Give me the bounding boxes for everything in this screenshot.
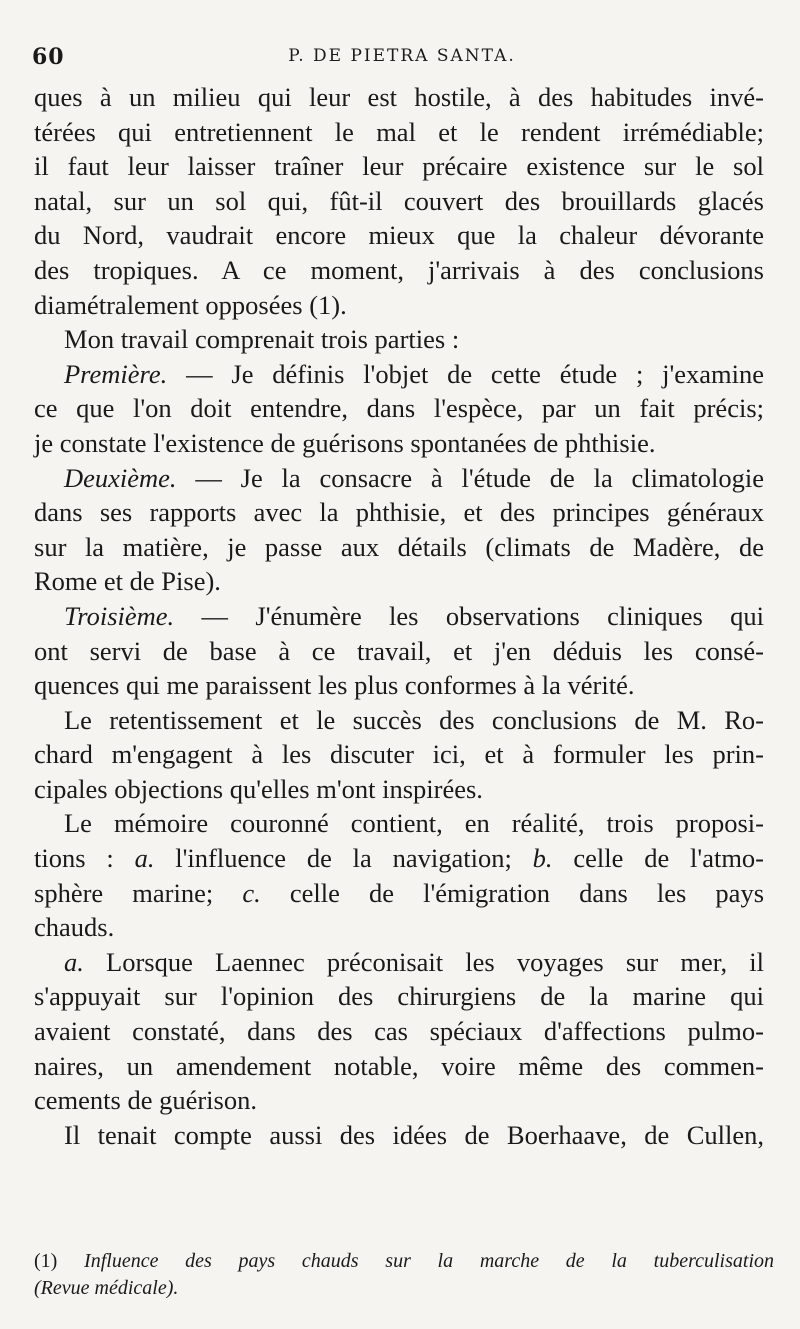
text-fragment: l'influence de la navigation; <box>175 843 512 874</box>
text-line: cipales objections qu'elles m'ont inspirées. <box>34 773 483 804</box>
text-line: térées qui entretiennent le mal et le rendent irrémédiable; <box>34 116 764 147</box>
text-line <box>34 599 764 634</box>
text-fragment: — Je la consacre à l'étude de la climatologie <box>195 462 764 493</box>
text-line: des tropiques. A ce moment, j'arrivais à des conclusions <box>34 254 764 285</box>
footnote-line <box>34 1248 774 1275</box>
text-line: ques à un milieu qui leur est hostile, à des habitudes invé- <box>34 82 764 112</box>
text-line: quences qui me paraissent les plus conformes à la vérité. <box>34 670 635 701</box>
item-marker-b: b. <box>532 843 553 874</box>
text-fragment: Lorsque Laennec préconisait les voyages sur mer, il <box>106 946 765 977</box>
text-fragment: celle de l'émigration dans les pays <box>289 877 765 908</box>
text-line: du Nord, vaudrait encore mieux que la chaleur dévorante <box>34 220 764 251</box>
page-header <box>32 40 772 80</box>
text-line: Le retentissement et le succès des conclusions de M. Ro- <box>64 704 764 735</box>
footnote-title: Influence des pays chauds sur la marche de la tuberculisation <box>84 1250 775 1272</box>
text-line: natal, sur un sol qui, fût-il couvert des brouillards glacés <box>34 185 764 216</box>
text-line: diamétralement opposées (1). <box>34 289 347 320</box>
item-marker-a: a. <box>134 843 155 874</box>
footnote-marker: (1) <box>34 1250 58 1272</box>
text-line: Mon travail comprenait trois parties : <box>64 324 460 355</box>
section-label-troisieme: Troisième. <box>64 600 175 631</box>
text-line: il faut leur laisser traîner leur précaire existence sur le sol <box>34 151 764 182</box>
text-line: sur la matière, je passe aux détails (climats de Madère, de <box>34 531 764 562</box>
text-line <box>34 841 764 876</box>
text-line: naires, un amendement notable, voire même des commen- <box>34 1050 764 1081</box>
item-marker-a: a. <box>64 946 84 977</box>
text-line <box>34 945 764 980</box>
text-line: je constate l'existence de guérisons spontanées de phthisie. <box>34 427 656 458</box>
text-fragment: sphère marine; <box>34 877 214 908</box>
footnote <box>34 1248 774 1302</box>
text-line: cements de guérison. <box>34 1085 257 1116</box>
text-line <box>34 876 764 911</box>
text-line: chard m'engagent à les discuter ici, et à formuler les prin- <box>34 739 764 770</box>
text-line <box>34 461 764 496</box>
running-head: P. DE PIETRA SANTA. <box>288 46 516 66</box>
item-marker-c: c. <box>242 877 261 908</box>
section-label-premiere: Première. <box>64 358 168 389</box>
footnote-line <box>34 1275 774 1302</box>
text-line: Rome et de Pise). <box>34 566 221 597</box>
page-number: 60 <box>32 44 65 70</box>
text-line: ont servi de base à ce travail, et j'en déduis les consé- <box>34 635 764 666</box>
main-text <box>34 80 764 1152</box>
footnote-source: (Revue médicale). <box>34 1277 179 1299</box>
text-line: Le mémoire couronné contient, en réalité, trois proposi- <box>64 808 764 839</box>
text-fragment: tions : <box>34 843 114 874</box>
text-line: ce que l'on doit entendre, dans l'espèce, par un fait précis; <box>34 393 764 424</box>
text-line: Il tenait compte aussi des idées de Boerhaave, de Cullen, <box>64 1119 764 1150</box>
text-line <box>34 357 764 392</box>
text-fragment: — Je définis l'objet de cette étude ; j'examine <box>186 358 765 389</box>
text-fragment: celle de l'atmo- <box>573 843 765 874</box>
section-label-deuxieme: Deuxième. <box>64 462 177 493</box>
text-line: dans ses rapports avec la phthisie, et des principes généraux <box>34 497 764 528</box>
text-line: s'appuyait sur l'opinion des chirurgiens de la marine qui <box>34 981 764 1012</box>
text-line: chauds. <box>34 912 115 943</box>
text-line: avaient constaté, dans des cas spéciaux d'affections pulmo- <box>34 1016 764 1047</box>
text-fragment: — J'énumère les observations cliniques qui <box>201 600 765 631</box>
